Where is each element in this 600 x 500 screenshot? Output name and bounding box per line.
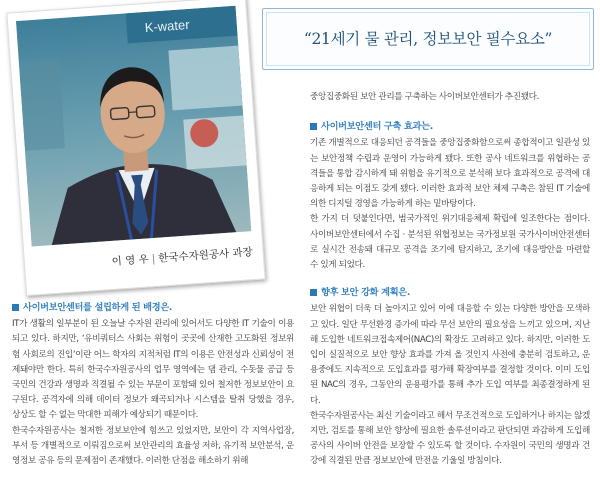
person-role: 한국수자원공사 과장 bbox=[157, 246, 254, 265]
background-sign-text: K-water bbox=[144, 16, 190, 36]
paragraph: 한국수자원공사는 철저한 정보보안에 힘쓰고 있었지만, 보안이 각 지역사업장, 부서 등 개별적으로 이뤄짐으로써 보안관리의 효율성 저하, 유기적 보안분석, 운영정보 공유 등의 문제점이 존재했다. 이러한 단점을 해소하기 위해 bbox=[12, 425, 294, 467]
caption-separator: | bbox=[151, 252, 156, 266]
paragraph: 한 가지 더 덧붙인다면, 범국가적인 위기대응체제 확립에 일조한다는 점이다. 사이버보안센터에서 수집 · 분석된 위협정보는 국가정보원 국가사이버안전센터로 실시간 전송돼 대규모 공격을 조기에 탐지하고, 조기에 대응방안을 마련할 수 있게 되었다. bbox=[310, 214, 590, 271]
paragraph: 기존 개별적으로 대응되던 공격들을 중앙집중화함으로써 종합적이고 일관성 있는 보안정책 수립과 운영이 가능하게 됐다. 또한 공사 네트워크를 위협하는 공격들을 통합 감시하게 돼 위험을 유기적으로 분석해 보다 효과적으로 공격에 대응하게 되는 이점도 갖게 됐다. 이러한 효과적 보안 체제 구축은 참된 IT 기술에 의한 디지털 경영을 가능하게 하는 밑바탕이다. bbox=[310, 138, 590, 210]
portrait-illustration bbox=[16, 6, 251, 247]
left-column bbox=[12, 300, 294, 469]
bullet-square-icon bbox=[310, 123, 317, 130]
section-heading-plans bbox=[310, 285, 590, 300]
paragraph: 보안 위협이 더욱 더 높아지고 있어 이에 대응할 수 있는 다양한 방안을 모색하고 있다. 일단 무선환경 증가에 따라 무선 보안의 필요성을 느끼고 있으며, 지난해 도입한 네트워크접속제어(NAC)의 확장도 고려하고 있다. 하지만, 이러한 도입이 실질적으로 보안 향상 효과를 가져 올 것인지 사전에 충분히 검토하고, 운용중에도 지속적으로 도입효과를 평가해 확장여부를 결정할 것이다. 이미 도입된 NAC의 경우, 그동안의 운용평가를 통해 추가 도입 여부를 최종결정하게 된다. bbox=[310, 304, 590, 406]
section-heading-text: 사이버보안센터를 설립하게 된 배경은. bbox=[23, 302, 173, 313]
person-name: 이 영 우 bbox=[111, 253, 150, 268]
paragraph: IT가 생활의 일부분이 된 오늘날 수자원 관리에 있어서도 다양한 IT 기술이 이용되고 있다. 하지만, ‘유비쿼터스 사회는 위험이 곳곳에 산재한 고도화된 정보위험 사회로의 진입’이란 어느 학자의 지적처럼 IT의 이용은 안전성과 신뢰성이 전제돼야만 한다. 특히 한국수자원공사의 업무 영역에는 댐 관리, 수돗물 공급 등 국민의 건강과 생명과 직결될 수 있는 부문이 포함돼 있어 철저한 정보보안이 요구된다. 공격자에 의해 데이터 정보가 왜곡되거나 시스템을 탈취 당했을 경우, 상상도 할 수 없는 막대한 피해가 예상되기 때문이다. bbox=[12, 319, 294, 421]
article-title: “21세기 물 관리, 정보보안 필수요소” bbox=[303, 30, 553, 48]
bullet-square-icon bbox=[310, 289, 317, 296]
section-heading-text: 향후 보안 강화 계획은. bbox=[321, 287, 411, 299]
title-box bbox=[262, 8, 594, 70]
intro-paragraph: 중앙집중화된 보안 관리를 구축하는 사이버보안센터가 추진됐다. bbox=[310, 92, 539, 102]
portrait-photo-frame bbox=[6, 0, 265, 296]
portrait-photo bbox=[16, 6, 251, 247]
right-column bbox=[310, 90, 590, 470]
section-heading-text: 사이버보안센터 구축 효과는. bbox=[321, 121, 433, 133]
section-heading-background bbox=[12, 300, 294, 315]
section-heading-effects bbox=[310, 119, 590, 134]
bullet-square-icon bbox=[12, 304, 19, 311]
paragraph: 한국수자원공사는 최신 기술이라고 해서 무조건적으로 도입하거나 하지는 않겠지만, 검토를 통해 보안 향상에 필요한 솔루션이라고 판단되면 과감하게 도입해 공사의 사이버 안전을 보장할 수 있도록 할 것이다. 수자원이 국민의 생명과 건강에 직결된 만큼 정보보안에 만전을 기울일 방침이다. bbox=[310, 410, 590, 467]
